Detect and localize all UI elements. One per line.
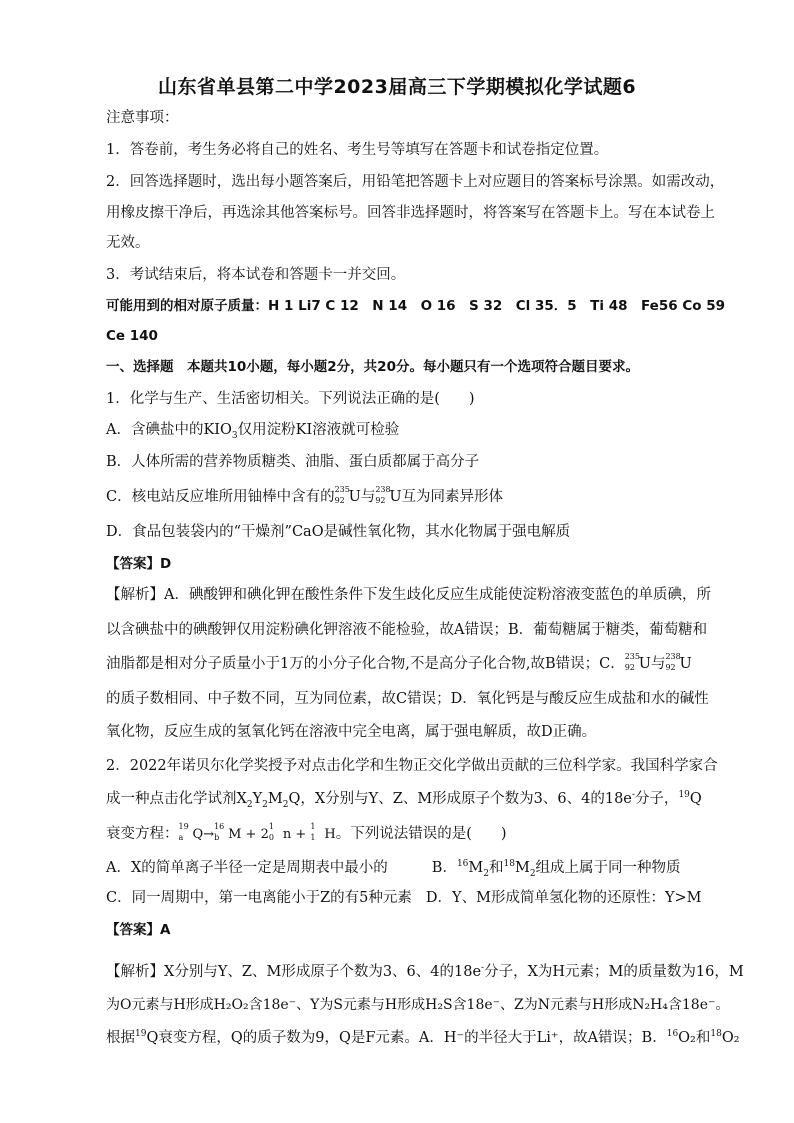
q1-stem: 1．化学与生产、生活密切相关。下列说法正确的是( ) — [106, 391, 475, 407]
q1-answer: 【答案】D — [106, 556, 172, 572]
q2-exp3-16: 16 — [666, 1029, 679, 1040]
eq-plus-1: + — [245, 827, 257, 842]
q2-exp1-minus: - — [481, 963, 485, 974]
b-m2: M — [514, 860, 530, 876]
q2-exp-1 — [106, 962, 744, 982]
q1-exp-4: 的质子数相同、中子数不同，互为同位素，故C错误；D．氧化钙是与酸反应生成盐和水的碱性 — [106, 691, 709, 707]
q1-option-c — [106, 487, 700, 507]
b-16: 16 — [456, 859, 469, 870]
q1-c-mid: 与 — [360, 489, 376, 505]
b-sub1: 2 — [483, 868, 489, 879]
y-symbol: Y — [252, 791, 263, 807]
q1-exp3-pre: 油脂都是相对分子质量小于1万的小分子化合物,不是高分子化合物,故B错误；C． — [106, 656, 625, 672]
q1-a-pre: A．含碘盐中的KIO — [106, 422, 232, 438]
q1-exp-2: 以含碘盐中的碘酸钾仅用淀粉碘化钾溶液不能检验，故A错误；B．葡萄糖属于糖类，葡萄糖和 — [106, 622, 708, 638]
note-2a: 2．回答选择题时，选出每小题答案后，用铅笔把答题卡上对应题目的答案标号涂黑。如需改动， — [106, 174, 725, 190]
q2-exp3-19: 19 — [135, 1029, 147, 1040]
q1-exp-1: 【解析】A．碘酸钾和碘化钾在酸性条件下发生歧化反应生成能使淀粉溶液变蓝色的单质碘，所 — [106, 587, 711, 603]
q2-answer: 【答案】A — [106, 922, 171, 938]
q1-a-post: 仅用淀粉KI溶液就可检验 — [237, 422, 400, 438]
section-heading: 一、选择题 本题共10小题，每小题2分，共20分。每小题只有一个选项符合题目要求。 — [106, 359, 639, 375]
q2-stem-1: 2．2022年诺贝尔化学奖授予对点击化学和生物正交化学做出贡献的三位科学家。我国科学家合 — [106, 758, 718, 774]
b-sub2: 2 — [529, 868, 536, 879]
q2-stem3-post: 。下列说法错误的是( ) — [335, 826, 507, 842]
q2-exp-2: 为O元素与H形成H₂O₂含18e⁻、Y为S元素与H形成H₂S含18e⁻、Z为N元素与H形成N₂H₄含18e⁻。 — [106, 997, 730, 1013]
q1-exp-5: 氧化物，反应生成的氢氧化钙在溶液中完全电离，属于强电解质，故D正确。 — [106, 724, 597, 740]
u235-nuclide: 235 92 — [334, 485, 350, 505]
q2-stem3-pre: 衰变方程： — [106, 826, 179, 842]
u238-nuclide: 238 92 — [375, 485, 391, 505]
q2-exp3-end: O₂ — [721, 1030, 740, 1046]
u238-nuclide-2: 238 92 — [665, 652, 681, 672]
x-sub: 2 — [246, 799, 253, 810]
q-text: Q，X分别与Y、Z、M形成原子个数为3、6、4的18e — [288, 791, 632, 807]
atomic-mass-line2: Ce 140 — [106, 328, 158, 344]
eq-arrow: → — [203, 827, 215, 842]
eq-q: Q — [192, 827, 204, 842]
eq-m: M — [228, 827, 242, 842]
eq-coef: 2 — [260, 827, 269, 842]
note-2b: 用橡皮擦干净后，再选涂其他答案标号。回答非选择题时，将答案写在答题卡上。写在本试卷上 — [106, 205, 715, 221]
u238-symbol-2: U — [679, 656, 692, 672]
u238-symbol: U — [389, 489, 402, 505]
q2-b-post: 组成上属于同一种物质 — [535, 860, 681, 876]
q1-option-a — [106, 420, 700, 440]
u235-symbol: U — [348, 489, 361, 505]
e-minus: - — [631, 790, 635, 801]
q1-exp-3 — [106, 654, 700, 674]
eq-n: n — [282, 827, 292, 842]
atomic-mass-line1: 可能用到的相对原子质量：H 1 Li7 C 12 N 14 O 16 S 32 Cl 35．5 Ti 48 Fe56 Co 59 — [106, 298, 725, 314]
q2-b-pre: B． — [431, 860, 457, 876]
q1-a-sub: 3 — [231, 430, 238, 441]
q2-options-cd — [106, 888, 700, 908]
q2-option-d: D．Y、M形成简单氢化物的还原性：Y>M — [425, 890, 702, 906]
q19-mass: 19 — [678, 790, 690, 801]
q2-stem2-pre: 成一种点击化学试剂X — [106, 791, 247, 807]
note-2c: 无效。 — [106, 235, 150, 251]
q1-exp3-mid: 与 — [650, 656, 666, 672]
q1-c-pre: C．核电站反应堆所用铀棒中含有的 — [106, 489, 335, 505]
q2-options-ab — [106, 858, 700, 878]
m-symbol: M — [267, 791, 283, 807]
q2-exp3-post: Q衰变方程，Q的质子数为9，Q是F元素。A．H⁻的半径大于Li⁺，故A错误；B． — [146, 1030, 667, 1046]
notes-heading: 注意事项： — [106, 110, 179, 126]
q1-option-b: B．人体所需的营养物质糖类、油脂、蛋白质都属于高分子 — [106, 454, 480, 470]
q2-stem-2 — [106, 789, 700, 809]
q2-stem-3 — [106, 824, 700, 845]
u235-nuclide-2: 235 92 — [624, 652, 640, 672]
q1-option-d: D．食品包装袋内的“干燥剂”CaO是碱性氧化物，其水化物属于强电解质 — [106, 524, 571, 540]
q1-c-post: 互为同素异形体 — [401, 489, 504, 505]
b-18: 18 — [503, 859, 515, 870]
b-and: 和 — [489, 860, 504, 876]
q2-option-a: A．X的简单离子半径一定是周期表中最小的 — [106, 860, 388, 876]
u235-symbol-2: U — [638, 656, 651, 672]
note-3: 3．考试结束后，将本试卷和答题卡一并交回。 — [106, 267, 406, 283]
q2-exp1-post: 分子，X为H元素；M的质量数为16，M — [484, 964, 744, 980]
eq-h-nuclide: 1 1 — [310, 822, 316, 842]
q2-exp-3 — [106, 1028, 740, 1048]
q2-option-c: C．同一周期中，第一电离能小于Z的有5种元素 — [106, 890, 412, 906]
m-sub: 2 — [282, 799, 289, 810]
q-symbol: Q — [689, 791, 702, 807]
q2-stem2-post: 分子， — [634, 791, 679, 807]
q2-exp3-18: 18 — [710, 1029, 722, 1040]
note-1: 1．答卷前，考生务必将自己的姓名、考生号等填写在答题卡和试卷指定位置。 — [106, 142, 609, 158]
eq-h: H — [324, 827, 336, 842]
page-title: 山东省单县第二中学2023届高三下学期模拟化学试题6 — [157, 76, 637, 98]
eq-n-nuclide: 1 0 — [268, 822, 274, 842]
y-sub: 2 — [262, 799, 268, 810]
eq-m-nuclide: 16 b — [214, 822, 225, 842]
q2-exp3-o2: O₂和 — [678, 1030, 711, 1046]
eq-q-nuclide: 19 a — [178, 822, 189, 842]
b-m1: M — [468, 860, 484, 876]
decay-equation — [178, 822, 336, 842]
q2-exp1-pre: 【解析】X分别与Y、Z、M形成原子个数为3、6、4的18e — [106, 964, 482, 980]
q2-exp3-pre: 根据 — [106, 1030, 135, 1046]
eq-plus-2: + — [295, 827, 307, 842]
